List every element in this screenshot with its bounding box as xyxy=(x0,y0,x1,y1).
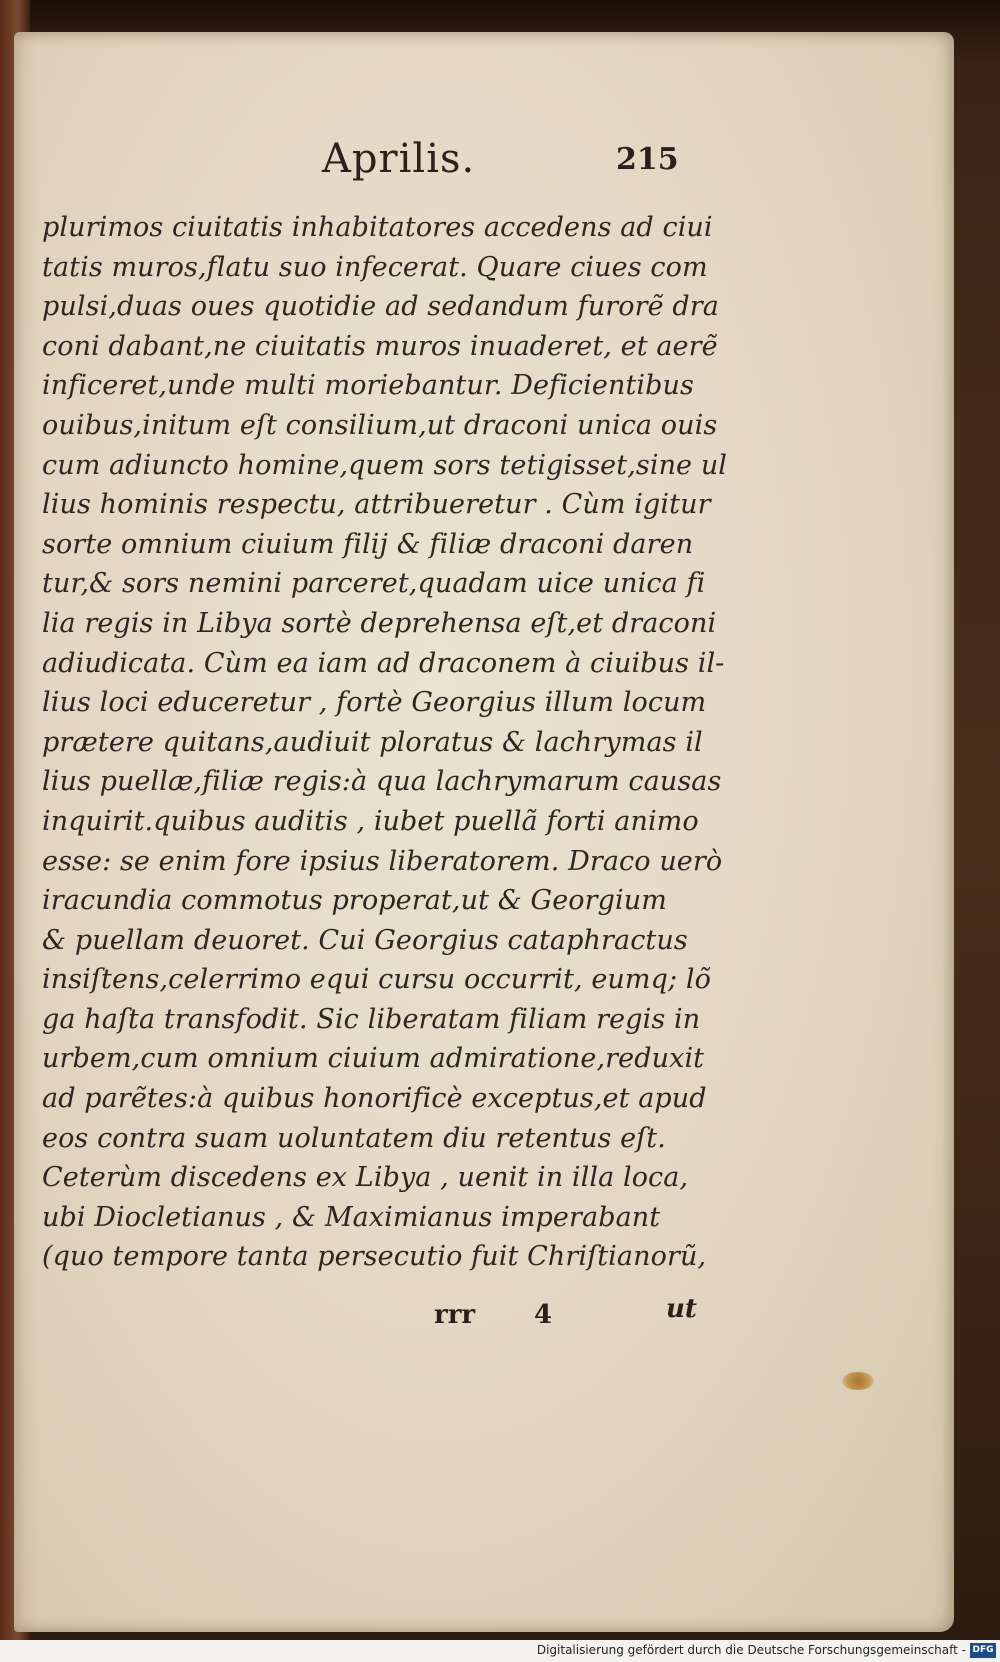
text-line: lius puellæ,filiæ regis:à qua lachrymarum causas xyxy=(42,766,722,798)
text-line: adiudicata. Cùm ea iam ad draconem à ciuibus il- xyxy=(42,647,725,679)
text-line: plurimos ciuitatis inhabitatores accedens ad ciui xyxy=(42,212,713,243)
text-line: inquirit.quibus auditis , iubet puellã forti animo xyxy=(42,805,699,837)
catchword: ut xyxy=(666,1294,697,1324)
text-line: ouibus,initum eſt consilium,ut draconi unica ouis xyxy=(42,409,718,441)
text-line: inficeret,unde multi moriebantur. Deficientibus xyxy=(42,370,694,402)
body-text xyxy=(42,208,728,1277)
running-title: Aprilis. xyxy=(322,136,476,182)
text-line: esse: se enim fore ipsius liberatorem. Draco uerò xyxy=(42,845,723,877)
text-line: cum adiuncto homine,quem sors tetigisset,sine ul xyxy=(42,449,728,481)
text-line: lia regis in Libya sortè deprehensa eſt,et draconi xyxy=(42,607,717,639)
text-line: lius hominis respectu, attribueretur . Cùm igitur xyxy=(42,489,711,521)
text-line: coni dabant,ne ciuitatis muros inuaderet, et aerẽ xyxy=(42,330,718,362)
text-line: sorte omnium ciuium filij & filiæ draconi daren xyxy=(42,528,694,560)
text-line: lius loci educeretur , fortè Georgius illum locum xyxy=(42,687,707,719)
text-line: urbem,cum omnium ciuium admiratione,reduxit xyxy=(42,1043,705,1075)
text-line: insiſtens,celerrimo equi cursu occurrit, eumq; lõ xyxy=(42,964,711,996)
text-line: pulsi,duas oues quotidie ad sedandum furorẽ dra xyxy=(42,291,719,323)
page-number: 215 xyxy=(616,142,679,177)
signature-number: 4 xyxy=(534,1300,553,1330)
text-line: iracundia commotus properat,ut & Georgium xyxy=(42,885,667,917)
book-page xyxy=(14,32,954,1632)
text-line: tatis muros,flatu suo infecerat. Quare ciues com xyxy=(42,251,708,283)
credit-text: Digitalisierung gefördert durch die Deutsche Forschungsgemeinschaft - xyxy=(536,1643,966,1657)
page-content xyxy=(14,32,954,1632)
text-line: (quo tempore tanta persecutio fuit Chriſtianorũ, xyxy=(42,1241,707,1273)
text-line: eos contra suam uoluntatem diu retentus eſt. xyxy=(42,1122,666,1154)
text-line: tur,& sors nemini parceret,quadam uice unica fi xyxy=(42,568,706,600)
text-line: ga haſta transfodit. Sic liberatam filiam regis in xyxy=(42,1003,701,1035)
signature-letters: rrr xyxy=(434,1300,476,1330)
dfg-logo-icon: DFG xyxy=(970,1643,996,1658)
running-head xyxy=(14,136,954,196)
paper-stain xyxy=(842,1372,874,1390)
text-line: & puellam deuoret. Cui Georgius cataphractus xyxy=(42,924,688,956)
text-line: prætere quitans,audiuit ploratus & lachrymas il xyxy=(42,726,703,758)
credit-bar xyxy=(0,1640,1000,1662)
text-line: Ceterùm discedens ex Libya , uenit in illa loca, xyxy=(42,1162,689,1194)
text-line: ubi Diocletianus , & Maximianus imperabant xyxy=(42,1201,661,1233)
text-line: ad parẽtes:à quibus honorificè exceptus,et apud xyxy=(42,1083,707,1115)
